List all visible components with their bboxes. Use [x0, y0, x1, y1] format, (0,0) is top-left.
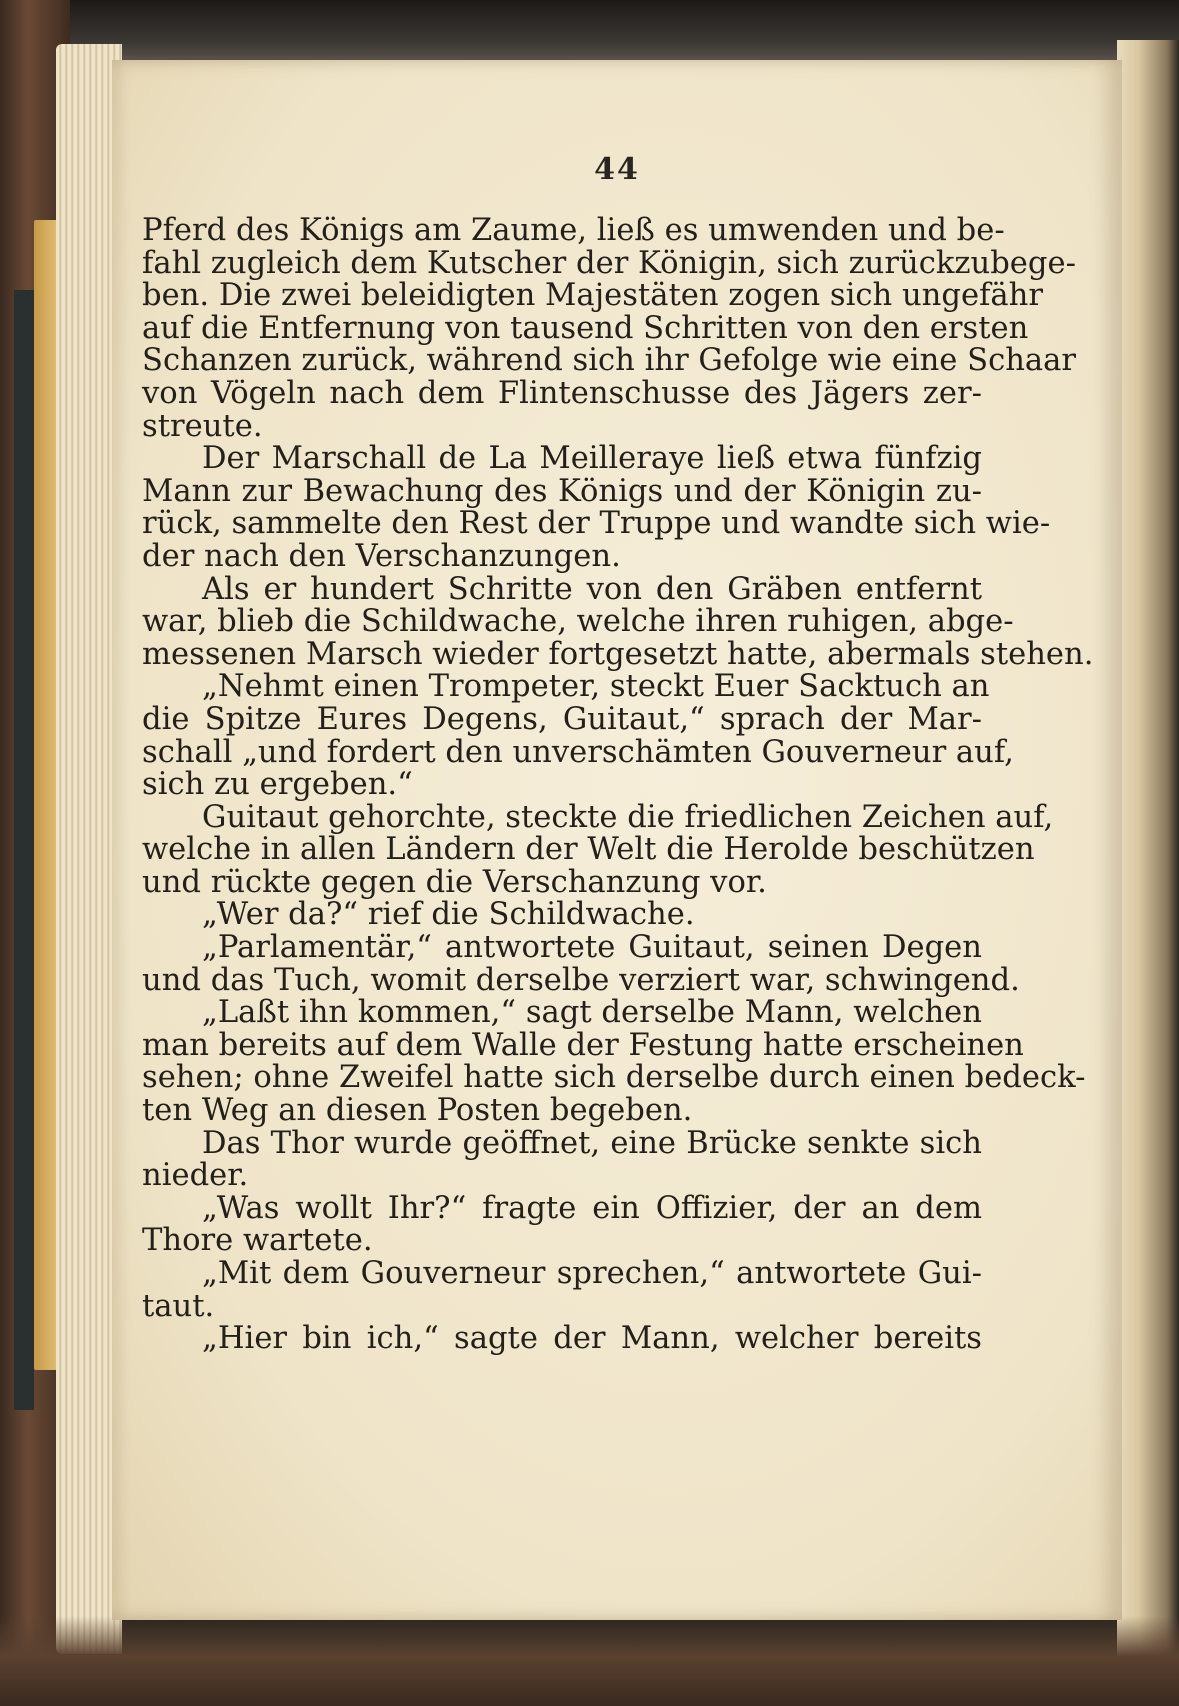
- text-line: die Spitze Eures Degens, Guitaut,“ sprach der Mar-: [142, 701, 982, 737]
- page-body-text: [142, 213, 1094, 1357]
- page-number: 44: [594, 152, 640, 187]
- text-line: der nach den Verschanzungen.: [142, 538, 621, 574]
- text-line: welche in allen Ländern der Welt die Herolde beschützen: [142, 832, 1035, 868]
- text-line: und das Tuch, womit derselbe verziert war, schwingend.: [142, 962, 1020, 998]
- text-line: Pferd des Königs am Zaume, ließ es umwenden und be-: [142, 213, 1005, 248]
- text-line: war, blieb die Schildwache, welche ihren ruhigen, abge-: [142, 604, 1014, 640]
- text-line: streute.: [142, 408, 263, 444]
- text-line: „Laßt ihn kommen,“ sagt derselbe Mann, welchen: [202, 995, 982, 1031]
- text-line: rück, sammelte den Rest der Truppe und wandte sich wie-: [142, 506, 1051, 542]
- text-line: schall „und fordert den unverschämten Gouverneur auf,: [142, 734, 1014, 770]
- book-cover-top: [40, 0, 1179, 60]
- text-line: Mann zur Bewachung des Königs und der Königin zu-: [142, 473, 982, 509]
- text-line: Als er hundert Schritte von den Gräben entfernt: [202, 571, 982, 607]
- text-line: Der Marschall de La Meilleraye ließ etwa fünfzig: [202, 441, 982, 477]
- text-line: ben. Die zwei beleidigten Majestäten zogen sich ungefähr: [142, 278, 1043, 314]
- text-line: sich zu ergeben.“: [142, 767, 413, 803]
- text-line: taut.: [142, 1288, 215, 1324]
- text-line: messenen Marsch wieder fortgesetzt hatte, abermals stehen.: [142, 636, 1094, 672]
- text-line: sehen; ohne Zweifel hatte sich derselbe durch einen bedeck-: [142, 1060, 1086, 1096]
- text-line: und rückte gegen die Verschanzung vor.: [142, 864, 767, 900]
- book-cover-bottom: [0, 1616, 1179, 1706]
- text-line: fahl zugleich dem Kutscher der Königin, sich zurückzubege-: [142, 245, 1076, 281]
- text-line: auf die Entfernung von tausend Schritten von den ersten: [142, 310, 1029, 346]
- text-line: ten Weg an diesen Posten begeben.: [142, 1093, 693, 1129]
- cover-spine-strip: [14, 290, 34, 1410]
- text-line: Thore wartete.: [142, 1223, 373, 1259]
- text-line: von Vögeln nach dem Flintenschusse des Jägers zer-: [142, 375, 982, 411]
- text-line: „Nehmt einen Trompeter, steckt Euer Sacktuch an: [202, 669, 990, 705]
- text-line: Das Thor wurde geöffnet, eine Brücke senkte sich: [202, 1125, 982, 1161]
- text-line: „Parlamentär,“ antwortete Guitaut, seinen Degen: [202, 930, 982, 966]
- text-line: „Was wollt Ihr?“ fragte ein Offizier, der an dem: [202, 1190, 982, 1226]
- text-line: nieder.: [142, 1158, 249, 1194]
- text-line: „Hier bin ich,“ sagte der Mann, welcher bereits: [202, 1321, 982, 1357]
- text-line: Schanzen zurück, während sich ihr Gefolge wie eine Schaar: [142, 343, 1077, 379]
- text-line: man bereits auf dem Walle der Festung hatte erscheinen: [142, 1027, 1024, 1063]
- text-line: „Mit dem Gouverneur sprechen,“ antwortete Gui-: [202, 1256, 982, 1291]
- text-line: Guitaut gehorchte, steckte die friedlichen Zeichen auf,: [202, 799, 1054, 835]
- text-line: „Wer da?“ rief die Schildwache.: [202, 897, 695, 933]
- facing-page-edge: [1117, 40, 1179, 1706]
